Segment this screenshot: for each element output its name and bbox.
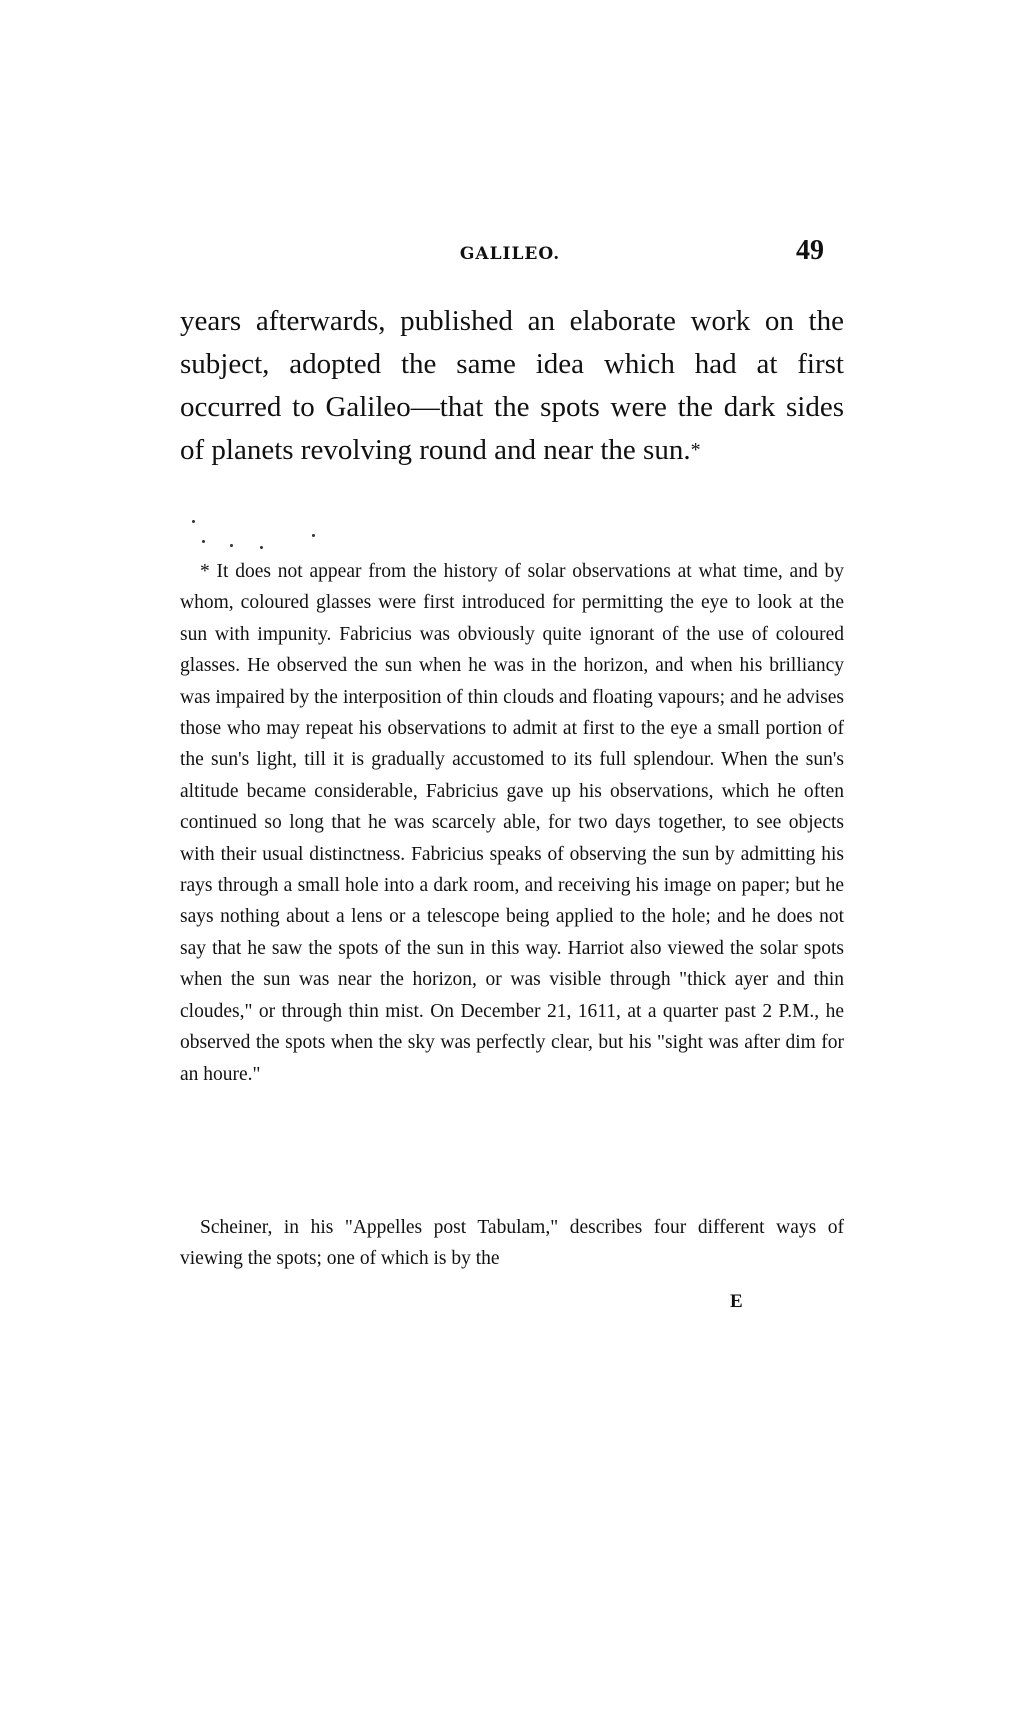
signature-mark: E [730, 1291, 743, 1312]
main-paragraph [180, 300, 844, 472]
speck [260, 546, 263, 549]
speck [192, 520, 195, 523]
footnote-marker: * [200, 561, 210, 582]
footnote-reference-marker: * [690, 439, 701, 461]
speck [312, 534, 315, 537]
main-paragraph-text: years afterwards, published an elaborate work on the subject, adopted the same idea which had at first occurred to Galileo—that the spots were the dark sides of planets revolving round and near the sun. [180, 305, 844, 466]
speck [230, 544, 233, 547]
footnote-text: It does not appear from the history of solar observations at what time, and by whom, coloured glasses were first introduced for permitting the eye to look at the sun with impunity. Fabricius was obviously quite ignorant of the use of coloured glasses. He observed the sun when he was in the horizon, and when his brilliancy was impaired by the interposition of thin clouds and floating vapours; and he advises those who may repeat his observations to admit at first to the eye a small portion of the sun's light, till it is gradually accustomed to its full splendour. When the sun's altitude became considerable, Fabricius gave up his observations, which he often continued so long that he was scarcely able, for two days together, to see objects with their usual distinctness. Fabricius speaks of observing the sun by admitting his rays through a small hole into a dark room, and receiving his image on paper; but he says nothing about a lens or a telescope being applied to the hole; and he does not say that he saw the spots of the sun in this way. Harriot also viewed the solar spots when the sun was near the horizon, or was visible through "thick ayer and thin cloudes," or through thin mist. On December 21, 1611, at a quarter past 2 P.M., he observed the spots when the sky was perfectly clear, but his "sight was after dim for an houre." [180, 561, 844, 1085]
continuation-paragraph: Scheiner, in his "Appelles post Tabulam," describes four different ways of viewing the spots; one of which is by the [180, 1217, 844, 1270]
print-specks [190, 520, 340, 550]
footnote [180, 556, 844, 1090]
page-number: 49 [796, 235, 824, 266]
speck [202, 540, 205, 543]
running-title: GALILEO. [459, 244, 561, 264]
